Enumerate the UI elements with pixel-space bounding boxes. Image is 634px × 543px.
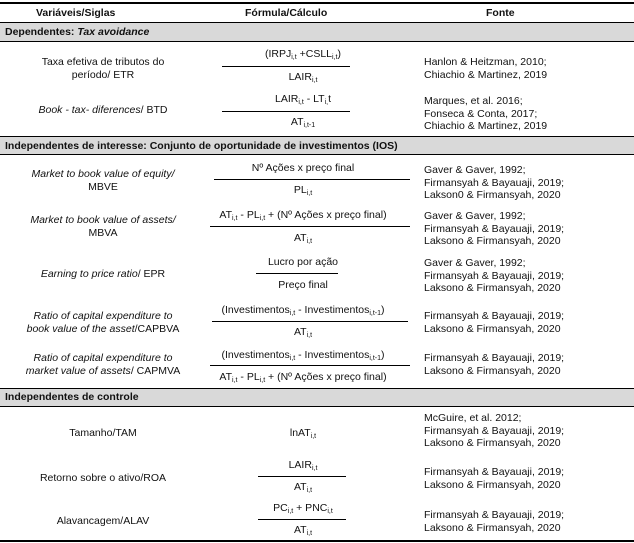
var-btd [0,104,206,117]
source-line: Firmansyah & Bayauaji, 2019; [424,269,565,282]
fraction-bar-mbve [214,179,410,180]
var-capmva [0,352,206,378]
var-epr [0,268,206,281]
source-capbva [424,310,564,335]
source-line: Laksono & Firmansyah, 2020 [424,364,561,377]
source-line: Firmansyah & Bayauaji, 2019; [424,352,565,364]
den-text: - PL [237,371,260,383]
var-capmva-line2 [0,365,206,378]
source-line: Gaver & Gaver, 1992; [424,164,526,176]
header-formula: Fórmula/Cálculo [245,7,328,19]
den-sub: i,t [306,332,313,339]
var-capbva-abbr: /CAPBVA [134,323,180,335]
den-text: AT [293,524,307,536]
num-text: (Investimentos [221,349,290,361]
section-title-ios: Independentes de interesse: Conjunto de oportunidade de investimentos (IOS) [5,140,398,152]
num-sub: i,t [332,54,338,61]
num-sub: i,t [232,215,238,222]
table-top-rule [0,2,634,4]
num-sub: i,t [327,508,333,515]
den-text: AT [293,481,307,493]
table-bottom-rule [0,540,634,542]
formula-etr-numerator [210,48,396,60]
fraction-bar-etr [222,66,350,67]
formula-mbve-numerator [210,162,396,174]
num-text: ) [381,349,385,361]
formula-alav-denominator [210,524,396,536]
header-variaveis: Variáveis/Siglas [36,7,116,19]
num-text: ) [337,48,341,60]
formula-capbva-denominator [210,326,396,338]
var-mbve-line1: Market to book value of equity/ [31,168,175,180]
den-sub: i,t [306,190,313,197]
den-sub: i,t [306,238,313,245]
num-sub: i,t-1 [369,310,382,317]
den-sub: i,t-1 [303,122,316,129]
num-text: Lucro por ação [267,256,339,268]
den-sub: i,t [306,530,313,537]
num-text: Nº Ações x preço final [251,162,355,174]
source-line: Firmansyah & Bayauaji, 2019; [424,222,565,235]
formula-sub: i,t [310,433,317,440]
var-capmva-line1: Ratio of capital expenditure to [33,352,173,364]
num-text: +CSLL [296,48,333,60]
formula-epr-numerator [210,256,396,268]
num-sub: i,t [289,355,296,362]
var-capbva-line1: Ratio of capital expenditure to [33,310,173,322]
formula-tam [210,427,396,439]
num-sub: i,t [298,99,304,106]
fraction-bar-btd [222,111,350,112]
section-rule-dependentes [0,41,634,42]
num-text: LAIR [274,93,299,105]
fraction-bar-roa [258,476,346,477]
var-btd-italic: Book - tax- diferences [38,104,141,116]
formula-etr-denominator [210,71,396,83]
formula-mbva-numerator [210,209,396,221]
num-sub: i,t [287,508,294,515]
source-tam [424,412,564,450]
formula-capmva-numerator [210,349,396,361]
fraction-bar-alav [258,519,346,520]
source-line: Laksono & Firmansyah, 2020 [424,282,561,295]
fraction-bar-capbva [212,321,408,322]
source-etr [424,56,547,81]
var-etr-line1: Taxa efetiva de tributos do [41,56,165,68]
num-text: - LT [303,93,325,105]
den-text: Preço final [278,279,328,291]
source-line: Fonseca & Conta, 2017; [424,107,538,120]
source-btd [424,95,547,133]
num-text: ) [381,304,385,316]
source-line: Laksono & Firmansyah, 2020 [424,521,561,534]
var-epr-italic: Earning to price ratio [40,268,138,280]
var-capbva [0,310,206,336]
num-text: (Investimentos [221,304,290,316]
formula-capmva-denominator [210,371,396,383]
source-line: Firmansyah & Bayauaji, 2019; [424,466,565,478]
source-line: Firmansyah & Bayauaji, 2019; [424,509,565,521]
num-text: LAIR [288,459,312,471]
var-capmva-italic: market value of assets [25,365,131,377]
num-text: PC [273,502,288,514]
header-fonte: Fonte [486,7,515,19]
var-roa: Retorno sobre o ativo/ROA [39,472,167,484]
source-line: Firmansyah & Bayauaji, 2019; [424,310,565,322]
section-title-dependentes [5,26,149,38]
formula-capbva-numerator [210,304,396,316]
num-text: AT [219,209,233,221]
source-alav [424,509,564,534]
var-capbva-italic: book value of the asset [26,323,135,335]
num-sub: i,t [289,310,296,317]
formula-roa-numerator [210,459,396,471]
num-text: - Investimentos [295,349,370,361]
source-line: Gaver & Gaver, 1992; [424,210,526,222]
var-tam: Tamanho/TAM [69,427,137,439]
source-line: Marques, et al. 2016; [424,95,523,107]
source-mbve [424,164,564,202]
num-sub: i,t-1 [369,355,382,362]
source-line: Hanlon & Heitzman, 2010; [424,56,547,68]
section-prefix: Dependentes: [5,26,78,38]
formula-mbva-denominator [210,232,396,244]
num-sub: i, [324,99,329,106]
num-text: (IRPJ [265,48,292,60]
den-text: AT [293,326,307,338]
den-text: + (Nº Ações x preço final) [265,371,387,383]
var-etr-line2: período/ ETR [71,69,135,81]
var-mbva [0,214,206,240]
den-sub: i,t [306,487,313,494]
source-roa [424,466,564,491]
den-text: AT [293,232,307,244]
var-mbve-line2: MBVE [88,181,118,193]
formula-alav-numerator [210,502,396,514]
var-etr [0,56,206,82]
var-mbva-line2: MBVA [88,227,118,239]
fraction-bar-epr [256,273,338,274]
num-sub: i,t [291,54,297,61]
num-sub: i,t [259,215,266,222]
var-capmva-abbr: / CAPMVA [130,365,181,377]
formula-btd-denominator [210,116,396,128]
source-line: Lakson0 & Firmansyah, 2020 [424,189,561,202]
section-title-controle: Independentes de controle [5,391,139,403]
fraction-bar-mbva [210,226,410,227]
section-rule-ios [0,154,634,155]
num-text: + PNC [293,502,328,514]
var-btd-abbr: / BTD [140,104,168,116]
var-mbve [0,168,206,194]
den-text: LAIR [288,71,312,83]
formula-roa-denominator [210,481,396,493]
source-line: Laksono & Firmansyah, 2020 [424,322,561,335]
source-line: Laksono & Firmansyah, 2020 [424,235,561,248]
source-epr [424,257,564,295]
source-line: Laksono & Firmansyah, 2020 [424,478,561,491]
num-text: t [328,93,332,105]
num-text: + (Nº Ações x preço final) [265,209,387,221]
var-epr-abbr: / EPR [137,268,166,280]
num-text: - Investimentos [295,304,370,316]
var-capbva-line2 [0,323,206,336]
source-line: Chiachio & Martinez, 2019 [424,68,548,81]
var-mbva-line1: Market to book value of assets/ [30,214,176,226]
source-line: Firmansyah & Bayauaji, 2019; [424,176,565,189]
num-sub: i,t [311,465,318,472]
source-capmva [424,352,564,377]
var-alav: Alavancagem/ALAV [56,515,150,527]
den-text: AT [290,116,304,128]
den-sub: i,t [232,377,238,384]
source-line: Gaver & Gaver, 1992; [424,257,526,269]
den-sub: i,t [311,77,318,84]
formula-text: lnAT [289,427,311,439]
den-text: PL [293,184,307,196]
section-rule-controle [0,406,634,407]
den-text: AT [219,371,233,383]
source-line: Firmansyah & Bayauaji, 2019; [424,424,565,437]
fraction-bar-capmva [210,365,410,366]
source-line: Chiachio & Martinez, 2019 [424,120,548,133]
den-sub: i,t [259,377,266,384]
num-text: - PL [237,209,260,221]
formula-btd-numerator [210,93,396,105]
formula-epr-denominator [210,279,396,291]
source-line: Laksono & Firmansyah, 2020 [424,437,561,450]
formula-mbve-denominator [210,184,396,196]
source-mbva [424,210,564,248]
section-tax-avoidance: Tax avoidance [77,26,150,38]
source-line: McGuire, et al. 2012; [424,412,522,424]
